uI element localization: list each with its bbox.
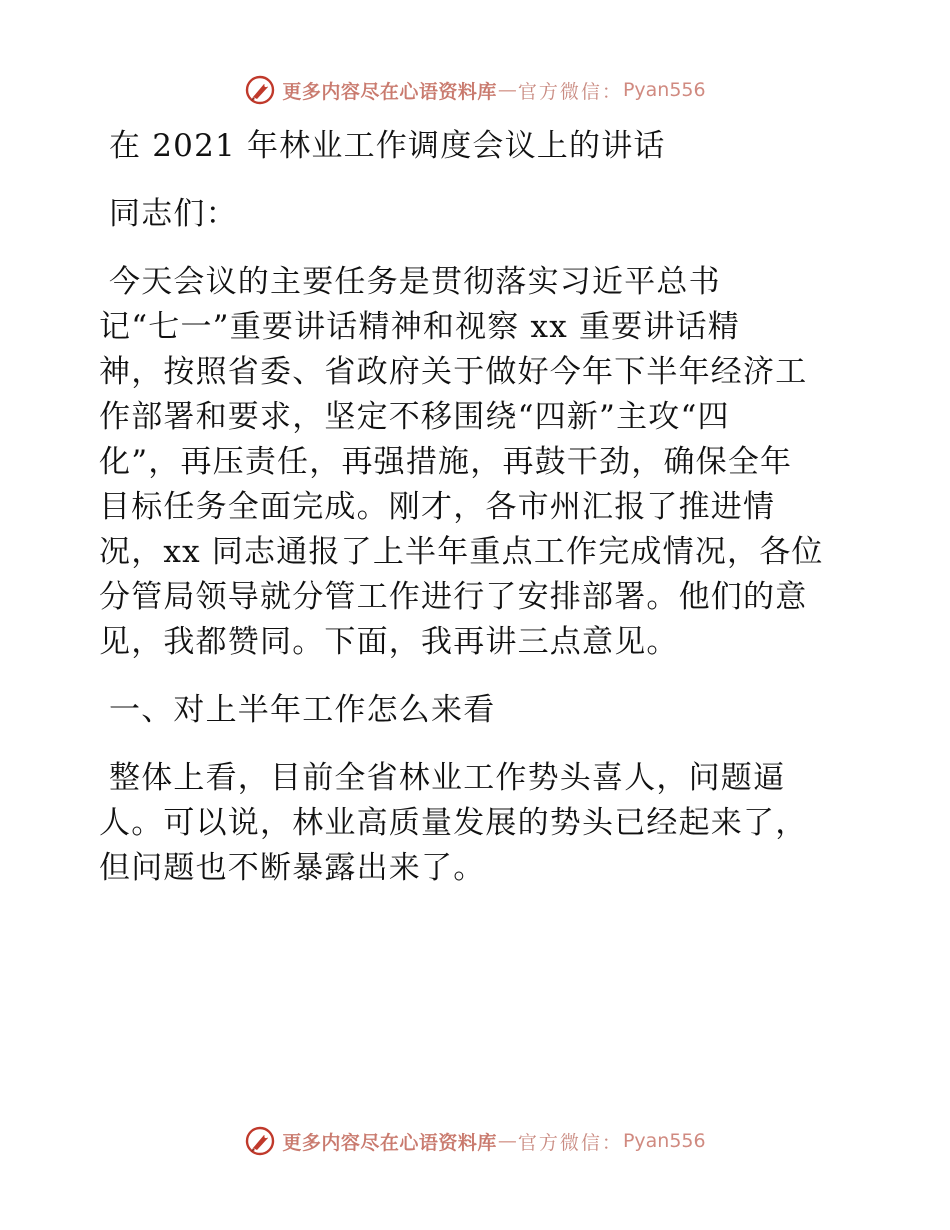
- document-body: [99, 124, 869, 891]
- paragraph-line: 整体上看，目前全省林业工作势头喜人，问题逼: [109, 760, 786, 796]
- watermark-brand: 更多内容尽在心语资料库: [282, 1131, 497, 1154]
- paragraph-line: 神，按照省委、省政府关于做好今年下半年经济工: [99, 354, 808, 390]
- watermark-header: [0, 70, 950, 110]
- paragraph-1: [99, 260, 869, 665]
- pen-logo-icon: [244, 74, 276, 106]
- watermark-footer: [0, 1121, 950, 1161]
- watermark-official-label: 官方微信：: [517, 80, 623, 103]
- paragraph-line: 今天会议的主要任务是贯彻落实习近平总书: [109, 264, 721, 300]
- watermark-dash: —: [497, 79, 517, 101]
- salutation: 同志们：: [109, 196, 238, 232]
- paragraph-line: 见，我都赞同。下面，我再讲三点意见。: [99, 624, 679, 660]
- paragraph-line: 人。可以说，林业高质量发展的势头已经起来了，: [99, 805, 808, 841]
- paragraph-2: [99, 756, 869, 891]
- paragraph-line: 作部署和要求，坚定不移围绕“四新”主攻“四: [99, 399, 730, 435]
- paragraph-line: 分管局领导就分管工作进行了安排部署。他们的意: [99, 579, 808, 615]
- watermark-wechat-id: Pyan556: [622, 79, 706, 101]
- watermark-brand: 更多内容尽在心语资料库: [282, 80, 497, 103]
- watermark-dash: —: [497, 1130, 517, 1152]
- paragraph-line: 记“七一”重要讲话精神和视察 xx 重要讲话精: [99, 309, 740, 345]
- paragraph-line: 化”，再压责任，再强措施，再鼓干劲，确保全年: [99, 444, 793, 480]
- watermark-wechat-id: Pyan556: [622, 1130, 706, 1152]
- paragraph-line: 况，xx 同志通报了上半年重点工作完成情况，各位: [99, 534, 824, 570]
- watermark-official-label: 官方微信：: [517, 1131, 623, 1154]
- document-title: 在 2021 年林业工作调度会议上的讲话: [109, 128, 666, 164]
- paragraph-line: 但问题也不断暴露出来了。: [99, 850, 486, 886]
- section-heading-1: 一、对上半年工作怎么来看: [109, 692, 496, 728]
- paragraph-line: 目标任务全面完成。刚才，各市州汇报了推进情: [99, 489, 776, 525]
- pen-logo-icon: [244, 1125, 276, 1157]
